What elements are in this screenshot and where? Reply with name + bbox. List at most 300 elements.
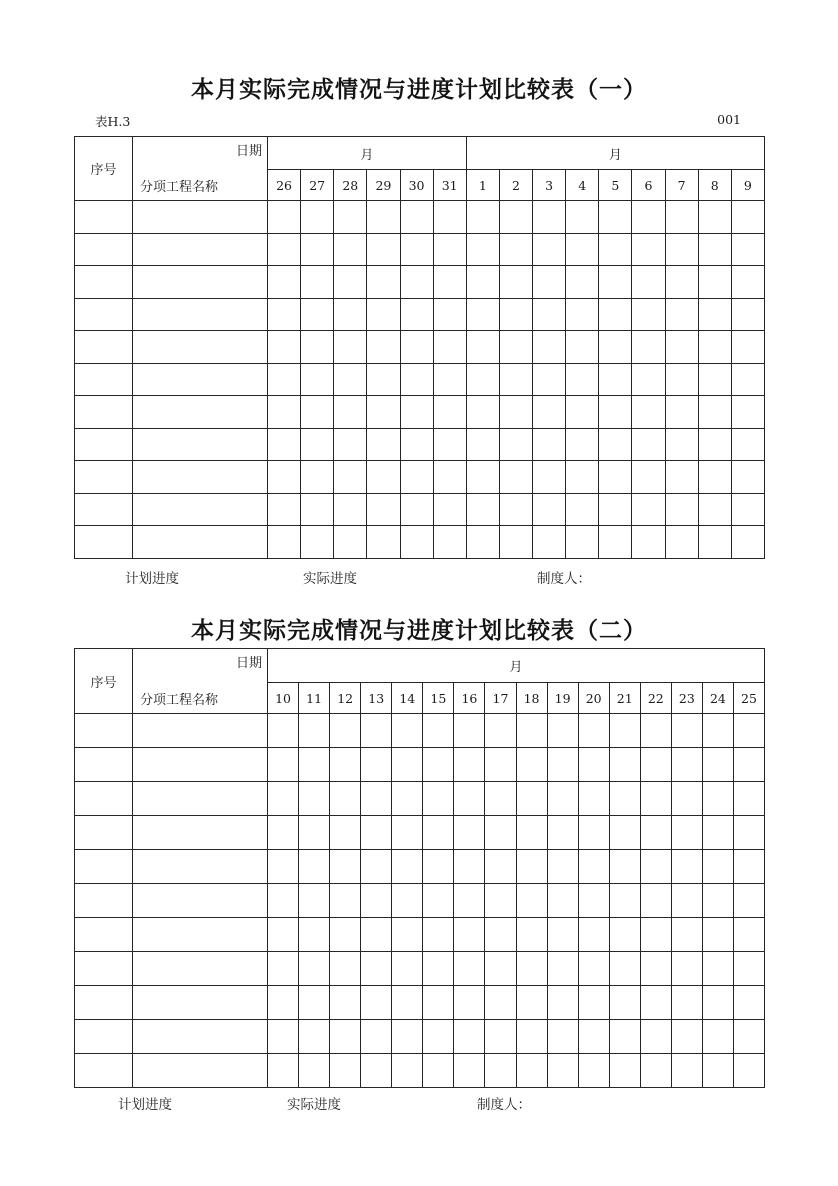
serial-cell xyxy=(75,816,133,850)
day-cell xyxy=(268,201,301,234)
day-cell xyxy=(367,298,400,331)
day-cell xyxy=(367,233,400,266)
day-cell xyxy=(547,884,578,918)
day-cell xyxy=(299,782,330,816)
day-cell xyxy=(466,461,499,494)
day-cell xyxy=(367,363,400,396)
day-cell xyxy=(361,816,392,850)
day-number-header: 9 xyxy=(731,170,764,201)
day-cell xyxy=(466,396,499,429)
day-cell xyxy=(299,850,330,884)
day-cell xyxy=(485,884,516,918)
day-cell xyxy=(516,714,547,748)
day-cell xyxy=(578,952,609,986)
day-cell xyxy=(433,233,466,266)
day-cell xyxy=(698,233,731,266)
day-cell xyxy=(299,952,330,986)
day-cell xyxy=(330,850,361,884)
day-number-header: 3 xyxy=(533,170,566,201)
day-cell xyxy=(361,1020,392,1054)
day-cell xyxy=(533,331,566,364)
day-cell xyxy=(499,428,532,461)
blank-row xyxy=(75,363,765,396)
day-cell xyxy=(330,714,361,748)
day-cell xyxy=(733,1054,764,1088)
day-cell xyxy=(533,493,566,526)
day-cell xyxy=(301,526,334,559)
day-cell xyxy=(268,714,299,748)
day-cell xyxy=(698,298,731,331)
day-cell xyxy=(533,233,566,266)
day-cell xyxy=(671,1054,702,1088)
day-cell xyxy=(599,396,632,429)
day-cell xyxy=(466,201,499,234)
day-cell xyxy=(665,493,698,526)
day-cell xyxy=(609,816,640,850)
name-cell xyxy=(133,1054,268,1088)
day-cell xyxy=(671,714,702,748)
day-cell xyxy=(400,461,433,494)
day-cell xyxy=(566,266,599,299)
blank-row xyxy=(75,331,765,364)
name-cell xyxy=(133,233,268,266)
day-cell xyxy=(665,396,698,429)
day-cell xyxy=(578,816,609,850)
day-cell xyxy=(454,714,485,748)
day-cell xyxy=(566,526,599,559)
day-cell xyxy=(499,266,532,299)
day-cell xyxy=(361,952,392,986)
preparer-label: 制度人： xyxy=(537,571,591,586)
day-cell xyxy=(632,233,665,266)
day-cell xyxy=(566,428,599,461)
day-cell xyxy=(392,850,423,884)
day-cell xyxy=(400,363,433,396)
name-cell xyxy=(133,782,268,816)
day-cell xyxy=(731,201,764,234)
day-cell xyxy=(609,986,640,1020)
day-number-header: 28 xyxy=(334,170,367,201)
day-number-header: 24 xyxy=(702,683,733,714)
day-cell xyxy=(334,363,367,396)
day-cell xyxy=(547,816,578,850)
date-label: 日期 xyxy=(235,143,262,158)
day-number-header: 14 xyxy=(392,683,423,714)
day-cell xyxy=(533,298,566,331)
day-cell xyxy=(640,1054,671,1088)
day-cell xyxy=(499,201,532,234)
name-cell xyxy=(133,266,268,299)
name-cell xyxy=(133,461,268,494)
day-cell xyxy=(454,884,485,918)
day-cell xyxy=(516,884,547,918)
day-cell xyxy=(733,1020,764,1054)
day-cell xyxy=(499,233,532,266)
day-cell xyxy=(578,884,609,918)
day-cell xyxy=(632,526,665,559)
day-cell xyxy=(671,918,702,952)
day-cell xyxy=(547,748,578,782)
day-cell xyxy=(367,493,400,526)
day-cell xyxy=(733,714,764,748)
day-cell xyxy=(392,918,423,952)
name-cell xyxy=(133,816,268,850)
day-cell xyxy=(301,493,334,526)
day-cell xyxy=(499,461,532,494)
day-cell xyxy=(671,850,702,884)
day-cell xyxy=(454,952,485,986)
day-cell xyxy=(702,782,733,816)
day-cell xyxy=(547,782,578,816)
day-cell xyxy=(330,816,361,850)
day-cell xyxy=(423,884,454,918)
day-cell xyxy=(433,266,466,299)
day-cell xyxy=(533,526,566,559)
day-cell xyxy=(299,816,330,850)
day-cell xyxy=(733,816,764,850)
day-cell xyxy=(268,493,301,526)
day-cell xyxy=(268,986,299,1020)
day-number-header: 11 xyxy=(299,683,330,714)
day-cell xyxy=(454,748,485,782)
day-cell xyxy=(533,428,566,461)
day-cell xyxy=(733,748,764,782)
day-cell xyxy=(665,331,698,364)
day-cell xyxy=(466,428,499,461)
serial-cell xyxy=(75,233,133,266)
day-cell xyxy=(334,331,367,364)
day-cell xyxy=(733,884,764,918)
day-cell xyxy=(698,493,731,526)
day-cell xyxy=(640,1020,671,1054)
day-cell xyxy=(400,201,433,234)
day-cell xyxy=(392,782,423,816)
month-group-header: 月 xyxy=(268,137,467,170)
name-cell xyxy=(133,748,268,782)
serial-number-header: 序号 xyxy=(75,137,133,201)
day-cell xyxy=(599,493,632,526)
day-number-header: 4 xyxy=(566,170,599,201)
day-cell xyxy=(367,428,400,461)
day-cell xyxy=(731,266,764,299)
day-cell xyxy=(665,363,698,396)
day-cell xyxy=(547,714,578,748)
day-cell xyxy=(433,461,466,494)
day-cell xyxy=(609,1054,640,1088)
day-cell xyxy=(268,816,299,850)
day-cell xyxy=(433,201,466,234)
serial-cell xyxy=(75,331,133,364)
blank-row xyxy=(75,266,765,299)
day-cell xyxy=(566,461,599,494)
day-cell xyxy=(547,1054,578,1088)
day-cell xyxy=(665,233,698,266)
name-cell xyxy=(133,1020,268,1054)
day-cell xyxy=(547,850,578,884)
day-cell xyxy=(578,1054,609,1088)
day-number-header: 21 xyxy=(609,683,640,714)
day-cell xyxy=(599,461,632,494)
day-cell xyxy=(671,782,702,816)
name-cell xyxy=(133,918,268,952)
day-cell xyxy=(609,1020,640,1054)
day-cell xyxy=(640,884,671,918)
day-cell xyxy=(485,918,516,952)
serial-cell xyxy=(75,201,133,234)
day-cell xyxy=(698,363,731,396)
day-cell xyxy=(268,428,301,461)
blank-row xyxy=(75,1020,765,1054)
day-cell xyxy=(485,782,516,816)
day-cell xyxy=(578,714,609,748)
day-cell xyxy=(533,266,566,299)
day-cell xyxy=(361,748,392,782)
day-cell xyxy=(268,298,301,331)
day-cell xyxy=(301,266,334,299)
day-cell xyxy=(566,233,599,266)
day-cell xyxy=(454,850,485,884)
day-cell xyxy=(400,428,433,461)
day-cell xyxy=(533,396,566,429)
day-cell xyxy=(599,233,632,266)
day-cell xyxy=(671,1020,702,1054)
day-cell xyxy=(599,331,632,364)
day-cell xyxy=(268,782,299,816)
planned-progress-label: 计划进度 xyxy=(118,1097,172,1112)
day-cell xyxy=(334,266,367,299)
day-cell xyxy=(485,748,516,782)
day-cell xyxy=(499,493,532,526)
day-cell xyxy=(301,201,334,234)
blank-row xyxy=(75,782,765,816)
serial-cell xyxy=(75,1054,133,1088)
day-cell xyxy=(268,1020,299,1054)
day-cell xyxy=(400,493,433,526)
day-cell xyxy=(566,363,599,396)
serial-cell xyxy=(75,526,133,559)
serial-cell xyxy=(75,363,133,396)
day-cell xyxy=(632,396,665,429)
day-number-header: 29 xyxy=(367,170,400,201)
day-cell xyxy=(516,816,547,850)
day-cell xyxy=(400,396,433,429)
day-number-header: 19 xyxy=(547,683,578,714)
day-cell xyxy=(632,461,665,494)
serial-cell xyxy=(75,493,133,526)
day-cell xyxy=(301,396,334,429)
day-cell xyxy=(578,850,609,884)
day-cell xyxy=(640,952,671,986)
day-cell xyxy=(731,493,764,526)
blank-row xyxy=(75,493,765,526)
day-number-header: 10 xyxy=(268,683,299,714)
day-cell xyxy=(299,918,330,952)
day-cell xyxy=(299,1054,330,1088)
day-cell xyxy=(516,918,547,952)
serial-cell xyxy=(75,714,133,748)
day-cell xyxy=(330,952,361,986)
day-number-header: 7 xyxy=(665,170,698,201)
name-cell xyxy=(133,493,268,526)
day-cell xyxy=(516,782,547,816)
day-cell xyxy=(367,396,400,429)
day-cell xyxy=(731,363,764,396)
serial-cell xyxy=(75,952,133,986)
day-cell xyxy=(392,986,423,1020)
day-cell xyxy=(499,526,532,559)
day-number-header: 22 xyxy=(640,683,671,714)
day-cell xyxy=(361,986,392,1020)
day-cell xyxy=(702,1020,733,1054)
day-cell xyxy=(423,986,454,1020)
blank-row xyxy=(75,918,765,952)
day-cell xyxy=(454,1020,485,1054)
day-cell xyxy=(665,201,698,234)
blank-row xyxy=(75,298,765,331)
day-number-header: 13 xyxy=(361,683,392,714)
day-cell xyxy=(599,266,632,299)
day-cell xyxy=(301,233,334,266)
day-cell xyxy=(698,201,731,234)
day-cell xyxy=(702,816,733,850)
day-cell xyxy=(698,461,731,494)
day-cell xyxy=(466,363,499,396)
day-cell xyxy=(400,266,433,299)
day-cell xyxy=(547,918,578,952)
day-cell xyxy=(334,428,367,461)
day-cell xyxy=(599,526,632,559)
table1-footer xyxy=(75,567,765,587)
day-number-header: 2 xyxy=(499,170,532,201)
table2-title: 本月实际完成情况与进度计划比较表（二） xyxy=(191,617,647,643)
day-cell xyxy=(578,1020,609,1054)
serial-cell xyxy=(75,298,133,331)
day-cell xyxy=(533,461,566,494)
day-number-header: 8 xyxy=(698,170,731,201)
day-cell xyxy=(454,986,485,1020)
day-cell xyxy=(330,986,361,1020)
day-cell xyxy=(599,363,632,396)
day-cell xyxy=(299,714,330,748)
day-cell xyxy=(499,396,532,429)
day-cell xyxy=(400,331,433,364)
day-cell xyxy=(485,714,516,748)
name-cell xyxy=(133,526,268,559)
day-cell xyxy=(433,396,466,429)
day-cell xyxy=(516,952,547,986)
day-cell xyxy=(731,526,764,559)
day-cell xyxy=(301,363,334,396)
blank-row xyxy=(75,748,765,782)
day-cell xyxy=(665,298,698,331)
day-cell xyxy=(268,363,301,396)
day-cell xyxy=(423,816,454,850)
day-cell xyxy=(733,952,764,986)
day-cell xyxy=(640,816,671,850)
day-cell xyxy=(301,428,334,461)
day-cell xyxy=(268,233,301,266)
day-cell xyxy=(334,526,367,559)
day-cell xyxy=(547,1020,578,1054)
day-cell xyxy=(665,526,698,559)
day-cell xyxy=(299,748,330,782)
day-cell xyxy=(640,986,671,1020)
day-cell xyxy=(301,331,334,364)
day-cell xyxy=(640,714,671,748)
day-cell xyxy=(330,884,361,918)
day-cell xyxy=(516,1020,547,1054)
day-cell xyxy=(702,986,733,1020)
day-cell xyxy=(433,298,466,331)
serial-cell xyxy=(75,1020,133,1054)
day-cell xyxy=(367,526,400,559)
day-cell xyxy=(367,266,400,299)
day-cell xyxy=(671,748,702,782)
day-cell xyxy=(698,266,731,299)
day-cell xyxy=(466,233,499,266)
day-cell xyxy=(516,986,547,1020)
day-cell xyxy=(392,714,423,748)
day-cell xyxy=(499,363,532,396)
day-cell xyxy=(640,748,671,782)
actual-progress-label: 实际进度 xyxy=(303,571,357,586)
day-cell xyxy=(361,884,392,918)
day-cell xyxy=(268,266,301,299)
day-cell xyxy=(547,952,578,986)
serial-cell xyxy=(75,918,133,952)
day-cell xyxy=(599,201,632,234)
day-cell xyxy=(632,493,665,526)
day-cell xyxy=(533,201,566,234)
day-cell xyxy=(609,748,640,782)
day-cell xyxy=(516,748,547,782)
blank-row xyxy=(75,396,765,429)
day-cell xyxy=(702,918,733,952)
day-cell xyxy=(665,461,698,494)
day-cell xyxy=(499,298,532,331)
day-cell xyxy=(632,266,665,299)
day-cell xyxy=(578,748,609,782)
day-cell xyxy=(702,714,733,748)
day-cell xyxy=(698,331,731,364)
day-cell xyxy=(632,331,665,364)
day-cell xyxy=(466,266,499,299)
day-cell xyxy=(485,986,516,1020)
blank-row xyxy=(75,201,765,234)
day-cell xyxy=(361,1054,392,1088)
actual-progress-label: 实际进度 xyxy=(287,1097,341,1112)
day-cell xyxy=(485,1054,516,1088)
day-cell xyxy=(731,461,764,494)
day-cell xyxy=(268,396,301,429)
day-cell xyxy=(485,816,516,850)
day-number-header: 12 xyxy=(330,683,361,714)
day-cell xyxy=(702,884,733,918)
day-cell xyxy=(423,850,454,884)
name-cell xyxy=(133,952,268,986)
day-cell xyxy=(485,952,516,986)
page-number: 001 xyxy=(717,112,741,127)
day-cell xyxy=(485,850,516,884)
day-cell xyxy=(485,1020,516,1054)
day-cell xyxy=(578,918,609,952)
day-cell xyxy=(698,396,731,429)
day-cell xyxy=(547,986,578,1020)
day-cell xyxy=(361,918,392,952)
day-cell xyxy=(454,782,485,816)
day-cell xyxy=(671,884,702,918)
form-code: 表H.3 xyxy=(95,114,131,129)
